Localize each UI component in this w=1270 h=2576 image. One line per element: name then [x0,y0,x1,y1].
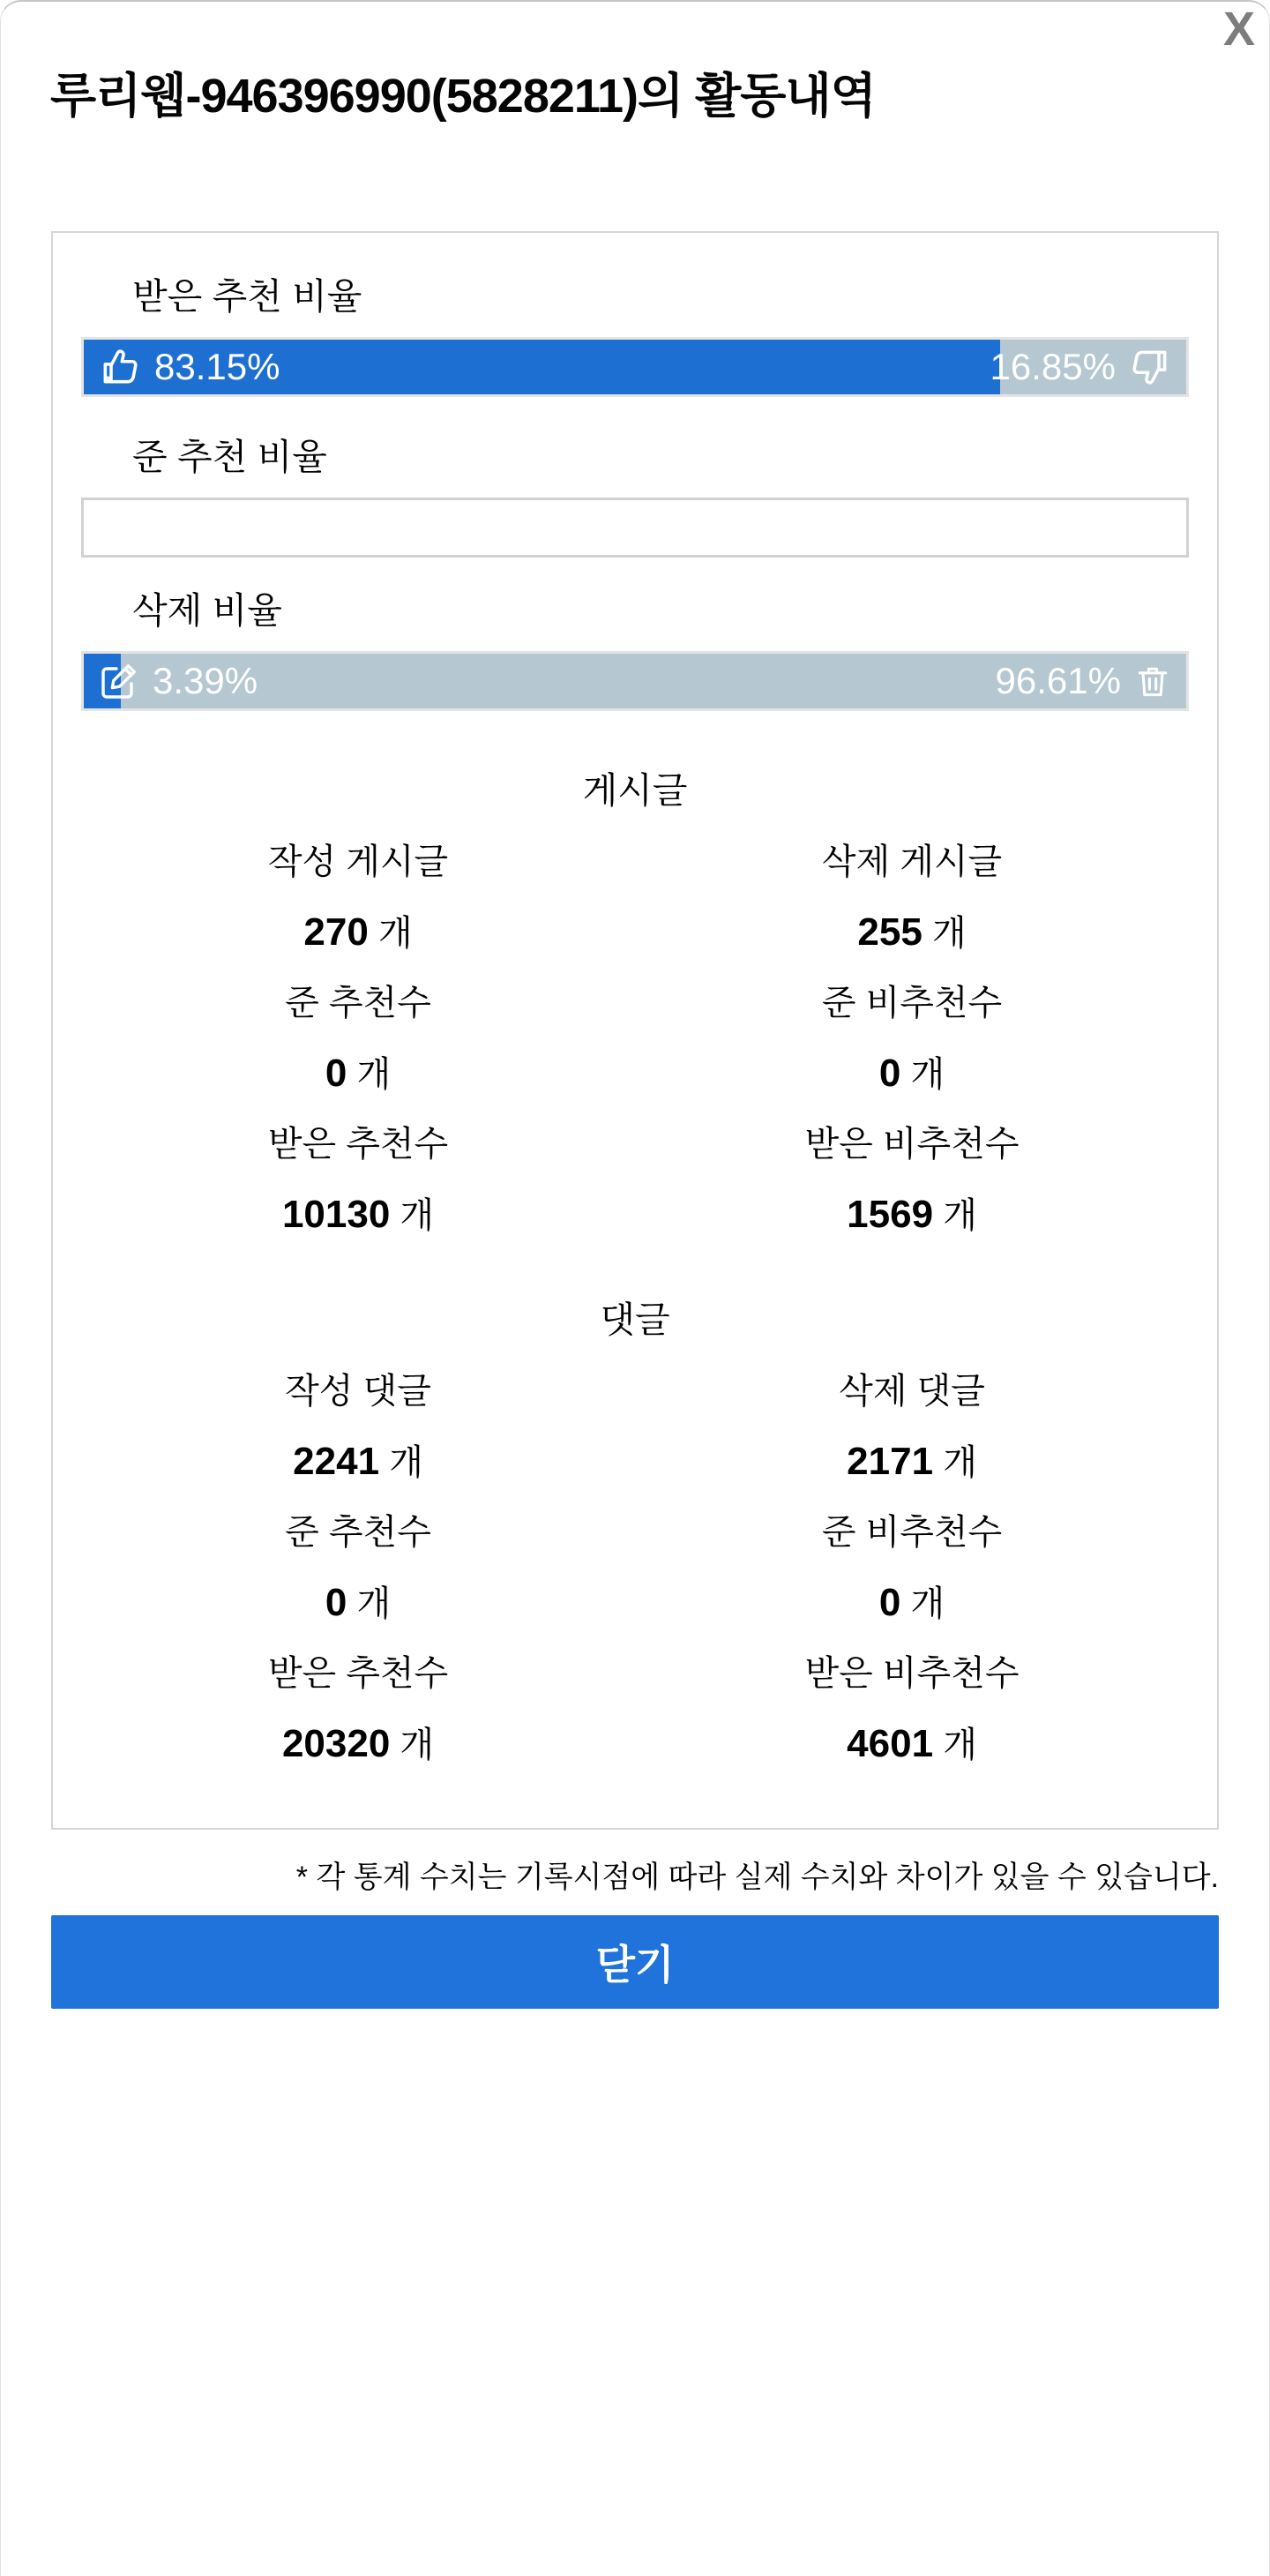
thumbs-up-icon [98,345,142,389]
stat-value: 10130 개 [281,1193,435,1236]
stat-value: 4601 개 [847,1722,977,1765]
comments-right-column [635,1357,1189,1780]
received-ratio-label: 받은 추천 비율 [132,276,362,317]
close-x-icon[interactable]: X [1222,3,1255,56]
stat-label: 삭제 게시글 [821,842,1003,881]
stat-label: 작성 댓글 [285,1372,431,1411]
received-up-percent: 83.15% [154,346,280,387]
comments-section-header: 댓글 [600,1299,670,1340]
modal-header [1,2,1269,231]
stat-value: 2171 개 [847,1440,977,1483]
stat-label: 받은 추천수 [267,1125,449,1164]
deleted-percent: 96.61% [995,660,1121,701]
thumbs-down-icon [1128,345,1172,389]
stat-label: 받은 추천수 [267,1654,449,1693]
stat-label: 받은 비추천수 [804,1654,1020,1693]
kept-percent: 3.39% [153,660,258,701]
modal-title: 루리웹-946396990(5828211)의 활동내역 [50,70,876,123]
stat-value: 270 개 [303,910,413,954]
stat-label: 준 추천수 [285,1513,431,1552]
stat-label: 삭제 댓글 [839,1372,985,1411]
stat-value: 20320 개 [281,1722,435,1765]
trash-icon [1133,660,1172,702]
close-button[interactable]: 닫기 [51,1915,1219,2009]
stat-value: 255 개 [857,910,967,954]
stat-value: 0 개 [325,1581,392,1624]
stat-value: 1569 개 [847,1193,977,1236]
stat-label: 준 비추천수 [821,984,1003,1022]
posts-left-column [81,827,635,1251]
comments-left-column [81,1357,635,1780]
stat-label: 작성 게시글 [267,842,449,881]
given-ratio-bar [81,498,1189,558]
posts-right-column [635,827,1189,1251]
disclaimer-text: * 각 통계 수치는 기록시점에 따라 실제 수치와 차이가 있을 수 있습니다. [295,1861,1219,1894]
received-down-percent: 16.85% [990,346,1116,387]
stat-value: 0 개 [878,1052,945,1095]
deleted-ratio-bar [81,651,1189,711]
stat-label: 받은 비추천수 [804,1125,1020,1164]
stat-value: 0 개 [878,1581,945,1624]
stat-value: 0 개 [325,1052,392,1095]
stat-label: 준 비추천수 [821,1513,1003,1552]
received-ratio-bar [81,337,1189,397]
given-ratio-label: 준 추천 비율 [132,437,327,477]
posts-columns [81,827,1189,1251]
stats-panel [51,231,1219,1830]
edit-icon [98,660,140,702]
comments-columns [81,1357,1189,1780]
deleted-ratio-label: 삭제 비율 [132,590,282,631]
posts-section-header: 게시글 [582,770,688,811]
stat-value: 2241 개 [293,1440,423,1483]
stat-label: 준 추천수 [285,984,431,1022]
